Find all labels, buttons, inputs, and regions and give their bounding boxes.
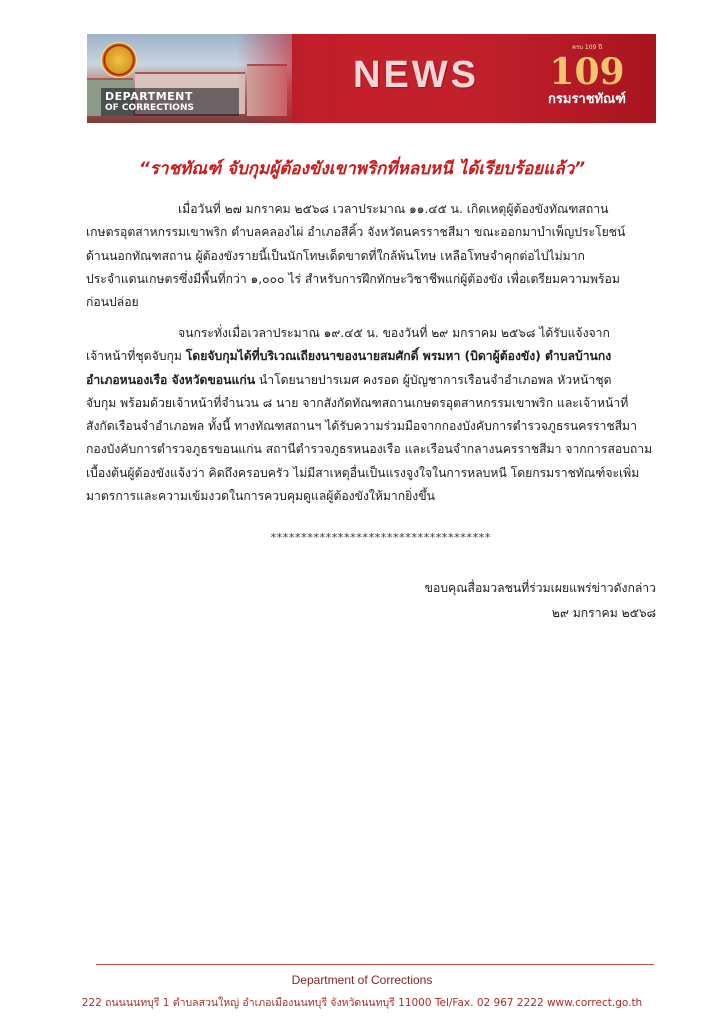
banner-gradient [237,34,327,123]
anniversary-number: 109 [549,51,625,93]
paragraph-line [86,345,664,368]
paragraph-line: เมื่อวันที่ ๒๗ มกราคม ๒๕๖๘ เวลาประมาณ ๑๑.๔๕ น. เกิดเหตุผู้ต้องขังทัณฑสถาน [178,202,609,216]
bold-text: โดยจับกุมได้ที่บริเวณเถียงนาของนายสมศักดิ์ พรมหา (บิดาผู้ต้องขัง) ตำบลบ้านกง [185,349,612,364]
thanks-text: ขอบคุณสื่อมวลชนที่ร่วมเผยแพร่ข่าวดังกล่าว [424,581,656,595]
anniversary-small-text: ครบ 109 ปี [571,44,603,51]
paragraph-line: เกษตรอุตสาหกรรมเขาพริก ตำบลคลองไผ่ อำเภอสีคิ้ว จังหวัดนครราชสีมา ขณะออกมาบำเพ็ญประโยชน์ [86,225,626,240]
paragraph-line: ด้านนอกทัณฑสถาน ผู้ต้องขังรายนี้เป็นนักโทษเด็ดขาดที่ใกล้พ้นโทษ เหลือโทษจำคุกต่อไปไม่มาก [86,248,585,263]
anniversary-org: กรมราชทัณฑ์ [548,92,626,107]
anniversary-logo [523,42,651,118]
paragraph-line: สังกัดเรือนจำอำเภอพล ทั้งนี้ ทางทัณฑสถานฯ ได้รับความร่วมมือจากกองบังคับการตำรวจภูธรนครราชสีมา [86,419,637,434]
department-line1: DEPARTMENT [105,90,193,103]
corrections-seal-icon [101,42,137,78]
press-release-title: “ราชทัณฑ์ จับกุมผู้ต้องขังเขาพริกที่หลบหนี ได้เรียบร้อยแล้ว” [138,159,586,179]
paragraph-line: กองบังคับการตำรวจภูธรขอนแก่น สถานีตำรวจภูธรหนองเรือ และเรือนจำกลางนครราชสีมา จากการสอบถาม [86,442,653,457]
separator-stars: ************************************ [270,531,491,544]
paragraph-line: มาตรการและความเข้มงวดในการควบคุมดูแลผู้ต้องขังให้มากยิ่งขึ้น [86,489,435,504]
inline-text: เจ้าหน้าที่ชุดจับกุม [86,349,186,364]
paragraph-line: จนกระทั่งเมื่อเวลาประมาณ ๑๙.๔๕ น. ของวันที่ ๒๙ มกราคม ๒๕๖๘ ได้รับแจ้งจาก [178,326,610,340]
department-logo-text [101,88,239,116]
paragraph-1 [86,198,664,314]
news-label: NEWS [353,54,479,96]
department-line2: OF CORRECTIONS [105,103,194,113]
release-date: ๒๙ มกราคม ๒๕๖๘ [551,606,656,620]
closing-block [425,576,656,626]
paragraph-line [86,369,664,392]
bold-text: อำเภอหนองเรือ จังหวัดขอนแก่น [86,372,256,387]
paragraph-2 [86,322,664,508]
inline-text: นำโดยนายปารเมศ คงรอด ผู้บัญชาการเรือนจำอำเภอพล หัวหน้าชุด [255,372,612,387]
footer-department: Department of Corrections [291,973,433,987]
footer-divider [96,964,654,965]
paragraph-line: ก่อนปล่อย [86,295,139,310]
footer-address: 222 ถนนนนทบุรี 1 ตำบลสวนใหญ่ อำเภอเมืองนนทบุรี จังหวัดนนทบุรี 11000 Tel/Fax. 02 967 2222 www.correct.go.th [81,997,643,1009]
paragraph-line: ประจำแดนเกษตรซึ่งมีพื้นที่กว่า ๑,๐๐๐ ไร่ สำหรับการฝึกทักษะวิชาชีพแก่ผู้ต้องขัง เพื่อเตรียมความพร้อม [86,271,620,286]
paragraph-line: เบื้องต้นผู้ต้องขังแจ้งว่า คิดถึงครอบครัว ไม่มีสาเหตุอื่นเป็นแรงจูงใจในการหลบหนี โดยกรมราชทัณฑ์จะเพิ่ม [86,465,640,480]
paragraph-line: จับกุม พร้อมด้วยเจ้าหน้าที่จำนวน ๘ นาย จากสังกัดทัณฑสถานเกษตรอุตสาหกรรมเขาพริก และเจ้าหน้าที่ [86,395,629,410]
news-banner [87,34,656,123]
